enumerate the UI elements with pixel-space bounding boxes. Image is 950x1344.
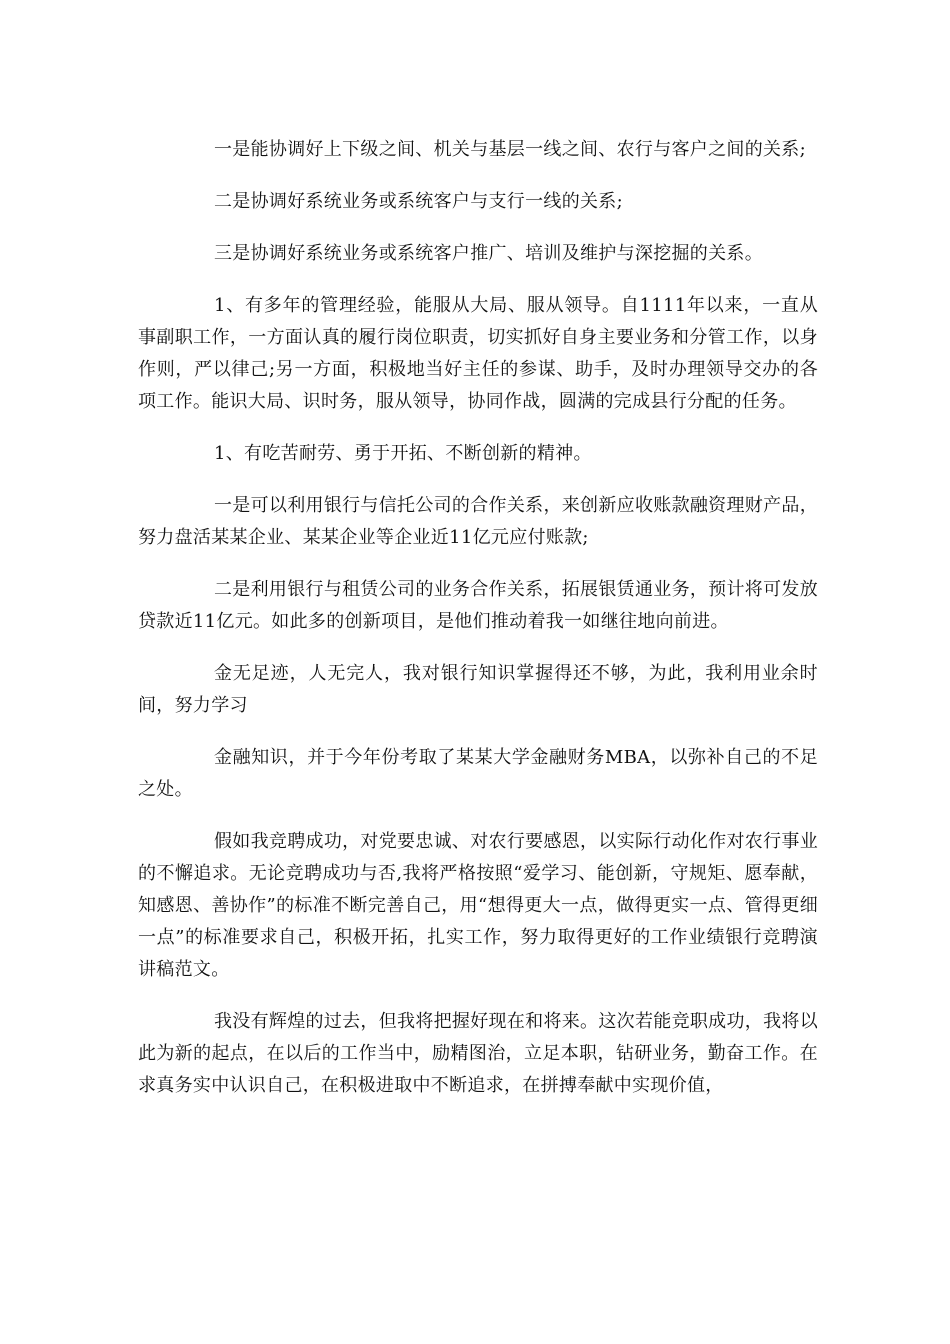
paragraph-7: 二是利用银行与租赁公司的业务合作关系，拓展银赁通业务，预计将可发放贷款近11亿元。如此多的创新项目，是他们推动着我一如继往地向前进。	[138, 579, 818, 632]
paragraph-1: 一是能协调好上下级之间、机关与基层一线之间、农行与客户之间的关系;	[214, 139, 806, 160]
paragraph-2: 二是协调好系统业务或系统客户与支行一线的关系;	[214, 191, 623, 212]
paragraph-10: 假如我竞聘成功，对党要忠诚、对农行要感恩，以实际行动化作对农行事业的不懈追求。无论竞聘成功与否,我将严格按照“爱学习、能创新，守规矩、愿奉献，知感恩、善协作”的标准不断完善自己，用“想得更大一点，做得更实一点、管得更细一点”的标准要求自己，积极开拓，扎实工作，努力取得更好的工作业绩银行竞聘演讲稿范文。	[138, 831, 818, 980]
paragraph-9: 金融知识，并于今年份考取了某某大学金融财务MBA，以弥补自己的不足之处。	[138, 747, 818, 800]
paragraph-5: 1、有吃苦耐劳、勇于开拓、不断创新的精神。	[214, 443, 592, 464]
paragraph-3: 三是协调好系统业务或系统客户推广、培训及维护与深挖掘的关系。	[214, 243, 763, 264]
paragraph-4: 1、有多年的管理经验，能服从大局、服从领导。自1111年以来，一直从事副职工作，一方面认真的履行岗位职责，切实抓好自身主要业务和分管工作，以身作则，严以律己;另一方面，积极地当好主任的参谋、助手，及时办理领导交办的各项工作。能识大局、识时务，服从领导，协同作战，圆满的完成县行分配的任务。	[138, 295, 818, 412]
paragraph-8: 金无足迹，人无完人，我对银行知识掌握得还不够，为此，我利用业余时间，努力学习	[138, 663, 818, 716]
paragraph-11: 我没有辉煌的过去，但我将把握好现在和将来。这次若能竞职成功，我将以此为新的起点，在以后的工作当中，励精图治，立足本职，钻研业务，勤奋工作。在求真务实中认识自己，在积极进取中不断追求，在拼搏奉献中实现价值，	[138, 1011, 818, 1096]
paragraph-6: 一是可以利用银行与信托公司的合作关系，来创新应收账款融资理财产品，努力盘活某某企业、某某企业等企业近11亿元应付账款;	[138, 495, 818, 548]
document-body	[138, 134, 818, 1122]
